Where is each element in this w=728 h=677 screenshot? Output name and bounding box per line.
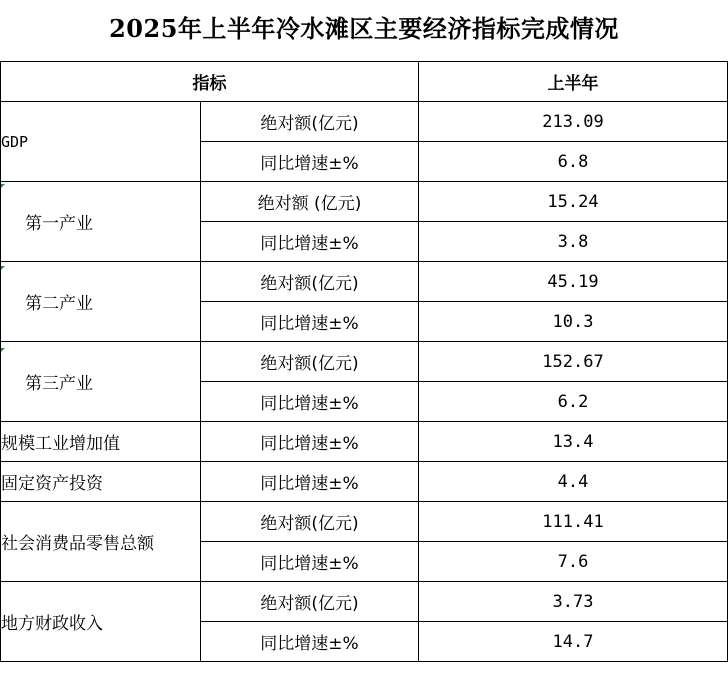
table-header-row: [1, 62, 728, 102]
value-cell: 152.67: [419, 342, 728, 382]
table-row: [1, 462, 728, 502]
metric-cell: 同比增速±%: [201, 382, 419, 422]
metric-cell: 同比增速±%: [201, 222, 419, 262]
metric-cell: 同比增速±%: [201, 422, 419, 462]
row-label-fiscal-revenue: 地方财政收入: [1, 582, 201, 662]
metric-cell: 绝对额(亿元): [201, 262, 419, 302]
row-label-gdp: GDP: [1, 102, 201, 182]
table-row: [1, 182, 728, 222]
value-cell: 45.19: [419, 262, 728, 302]
metric-cell: 绝对额(亿元): [201, 342, 419, 382]
value-cell: 10.3: [419, 302, 728, 342]
value-cell: 213.09: [419, 102, 728, 142]
metric-cell: 绝对额(亿元): [201, 102, 419, 142]
metric-cell: 绝对额(亿元): [201, 502, 419, 542]
header-period: 上半年: [419, 62, 728, 102]
cell-marker-icon: [1, 184, 5, 188]
value-cell: 6.8: [419, 142, 728, 182]
value-cell: 6.2: [419, 382, 728, 422]
table-row: [1, 102, 728, 142]
row-label-tertiary-industry: 第三产业: [1, 342, 201, 422]
cell-marker-icon: [1, 266, 5, 270]
row-label-primary-industry: 第一产业: [1, 182, 201, 262]
value-cell: 3.73: [419, 582, 728, 622]
table-row: [1, 502, 728, 542]
metric-cell: 同比增速±%: [201, 142, 419, 182]
value-cell: 111.41: [419, 502, 728, 542]
row-label-fixed-asset-investment: 固定资产投资: [1, 462, 201, 502]
metric-cell: 绝对额 (亿元): [201, 182, 419, 222]
metric-cell: 同比增速±%: [201, 542, 419, 582]
value-cell: 3.8: [419, 222, 728, 262]
header-indicator: 指标: [1, 62, 419, 102]
economic-indicators-table: [0, 61, 728, 662]
table-row: [1, 422, 728, 462]
row-label-secondary-industry: 第二产业: [1, 262, 201, 342]
row-label-industrial-value-added: 规模工业增加值: [1, 422, 201, 462]
cell-marker-icon: [1, 348, 5, 352]
table-row: [1, 342, 728, 382]
value-cell: 13.4: [419, 422, 728, 462]
metric-cell: 绝对额(亿元): [201, 582, 419, 622]
value-cell: 7.6: [419, 542, 728, 582]
row-label-retail-sales: 社会消费品零售总额: [1, 502, 201, 582]
value-cell: 14.7: [419, 622, 728, 662]
value-cell: 15.24: [419, 182, 728, 222]
metric-cell: 同比增速±%: [201, 462, 419, 502]
table-row: [1, 582, 728, 622]
metric-cell: 同比增速±%: [201, 302, 419, 342]
value-cell: 4.4: [419, 462, 728, 502]
page-title: 2025年上半年冷水滩区主要经济指标完成情况: [109, 13, 619, 43]
metric-cell: 同比增速±%: [201, 622, 419, 662]
table-row: [1, 262, 728, 302]
